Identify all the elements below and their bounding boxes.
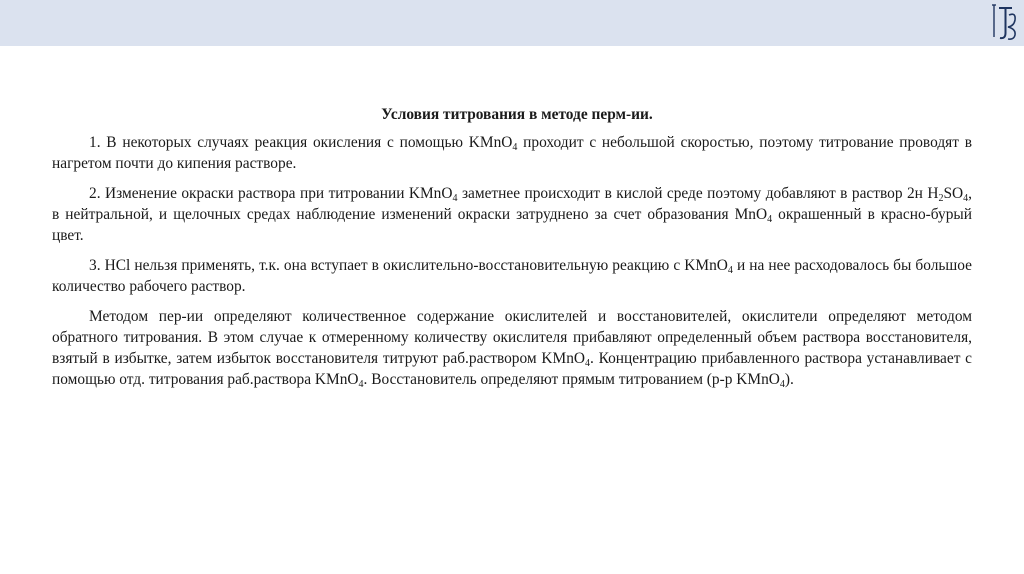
slide-title: Условия титрования в методе перм-ии. [381, 106, 653, 123]
header-band [0, 0, 1024, 46]
paragraph-3: 3. HCl нельзя применять, т.к. она вступает в окислительно-восстановительную реакцию с KMnO$_4$ и на нее расходовалось бы большое количество рабочего раствор. [52, 257, 973, 295]
university-logo-icon [988, 0, 1022, 44]
paragraph-4: Методом пер-ии определяют количественное содержание окислителей и восстановителей, окислители определяют методом обратного титрования. В этом случае к отмеренному количеству окислителя прибавляют определенный объем раствора восстановителя, взятый в избытке, затем избыток восстановителя титруют раб.раствором KMnO$_4$. Концентрацию прибавленного раствора устанавливает с помощью отд. титрования раб.раствора KMnO$_4$. Восстановитель определяют прямым титрованием (р-р KMnO$_4$). [52, 308, 972, 390]
slide-body [52, 104, 972, 399]
paragraph-2: 2. Изменение окраски раствора при титровании KMnO$_4$ заметнее происходит в кислой среде поэтому добавляют в раствор 2н $H_2SO_4$, в нейтральной, и щелочных средах наблюдение изменений окраски затруднено за счет образования MnO$_4$ окрашенный в красно-бурый цвет. [52, 185, 972, 244]
paragraph-1: 1. В некоторых случаях реакция окисления с помощью KMnO$_4$ проходит с небольшой скоростью, поэтому титрование проводят в нагретом почти до кипения растворе. [52, 134, 972, 172]
